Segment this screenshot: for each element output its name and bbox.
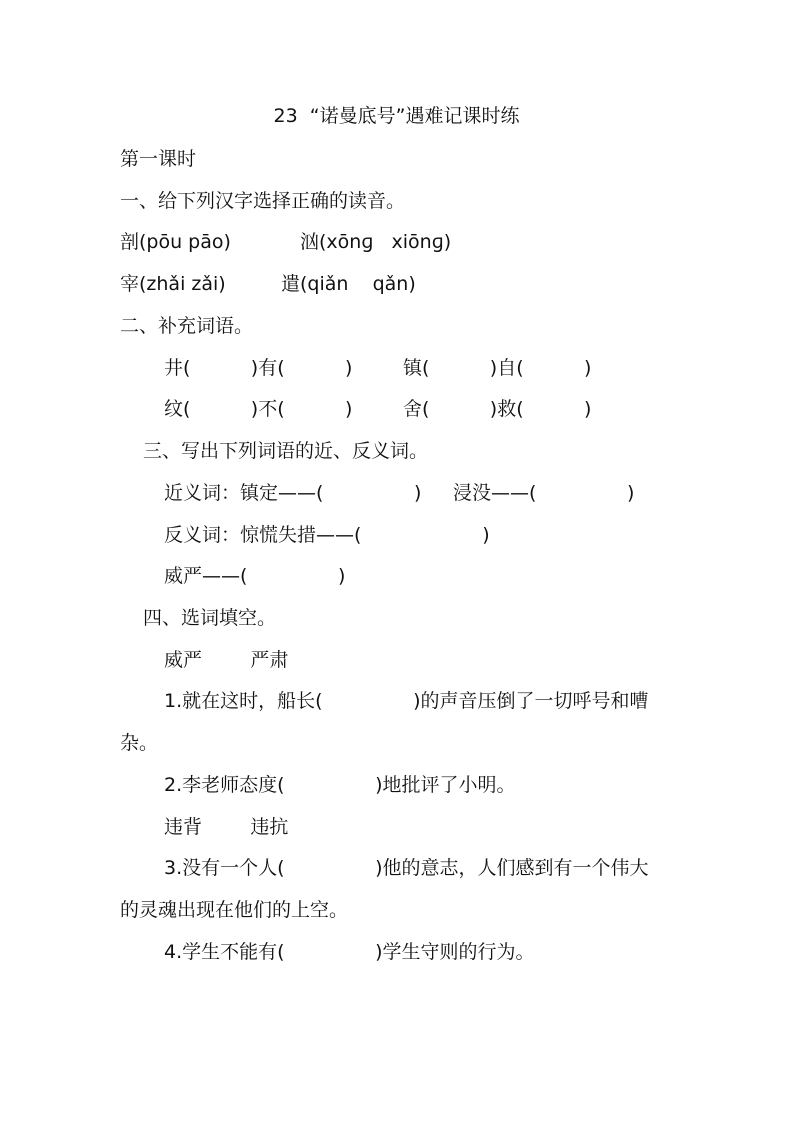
page-title: 23 “诺曼底号”遇难记课时练 xyxy=(273,105,520,127)
q4-item-1: 1.就在这时，船长( )的声音压倒了一切呼号和嘈 xyxy=(164,690,649,712)
q4-heading: 四、选词填空。 xyxy=(143,607,277,629)
q3-synonym-2: 浸没——( ) xyxy=(453,482,635,504)
q1-heading: 一、给下列汉字选择正确的读音。 xyxy=(120,190,406,212)
q3-synonym-1: 近义词：镇定——( ) xyxy=(164,482,422,504)
q4-word-group-2: 违背 违抗 xyxy=(164,816,289,838)
q1-item-qian: 遣(qiǎn qǎn) xyxy=(281,273,416,295)
q4-item-4: 4.学生不能有( )学生守则的行为。 xyxy=(164,941,535,963)
q3-heading: 三、写出下列词语的近、反义词。 xyxy=(143,440,429,462)
lesson-label: 第一课时 xyxy=(120,148,197,170)
q2-item-2: 镇( )自( ) xyxy=(403,357,592,379)
q2-heading: 二、补充词语。 xyxy=(120,315,254,337)
q4-item-3: 3.没有一个人( )他的意志，人们感到有一个伟大 xyxy=(164,857,649,879)
q1-item-pou: 剖(pōu pāo) xyxy=(120,231,231,253)
q2-item-1: 井( )有( ) xyxy=(164,357,353,379)
q3-antonym-1: 反义词：惊慌失措——( ) xyxy=(164,524,490,546)
q4-item-3-cont: 的灵魂出现在他们的上空。 xyxy=(120,899,349,921)
q4-item-1-cont: 杂。 xyxy=(120,732,159,754)
q4-item-2: 2.李老师态度( )地批评了小明。 xyxy=(164,774,516,796)
q1-item-xiong: 汹(xōnɡ xiōnɡ) xyxy=(300,231,452,253)
q4-word-group-1: 威严 严肃 xyxy=(164,649,289,671)
q1-item-zai: 宰(zhǎi zǎi) xyxy=(120,273,226,295)
q2-item-3: 纹( )不( ) xyxy=(164,398,353,420)
q2-item-4: 舍( )救( ) xyxy=(403,398,592,420)
q3-antonym-2: 威严——( ) xyxy=(164,565,346,587)
